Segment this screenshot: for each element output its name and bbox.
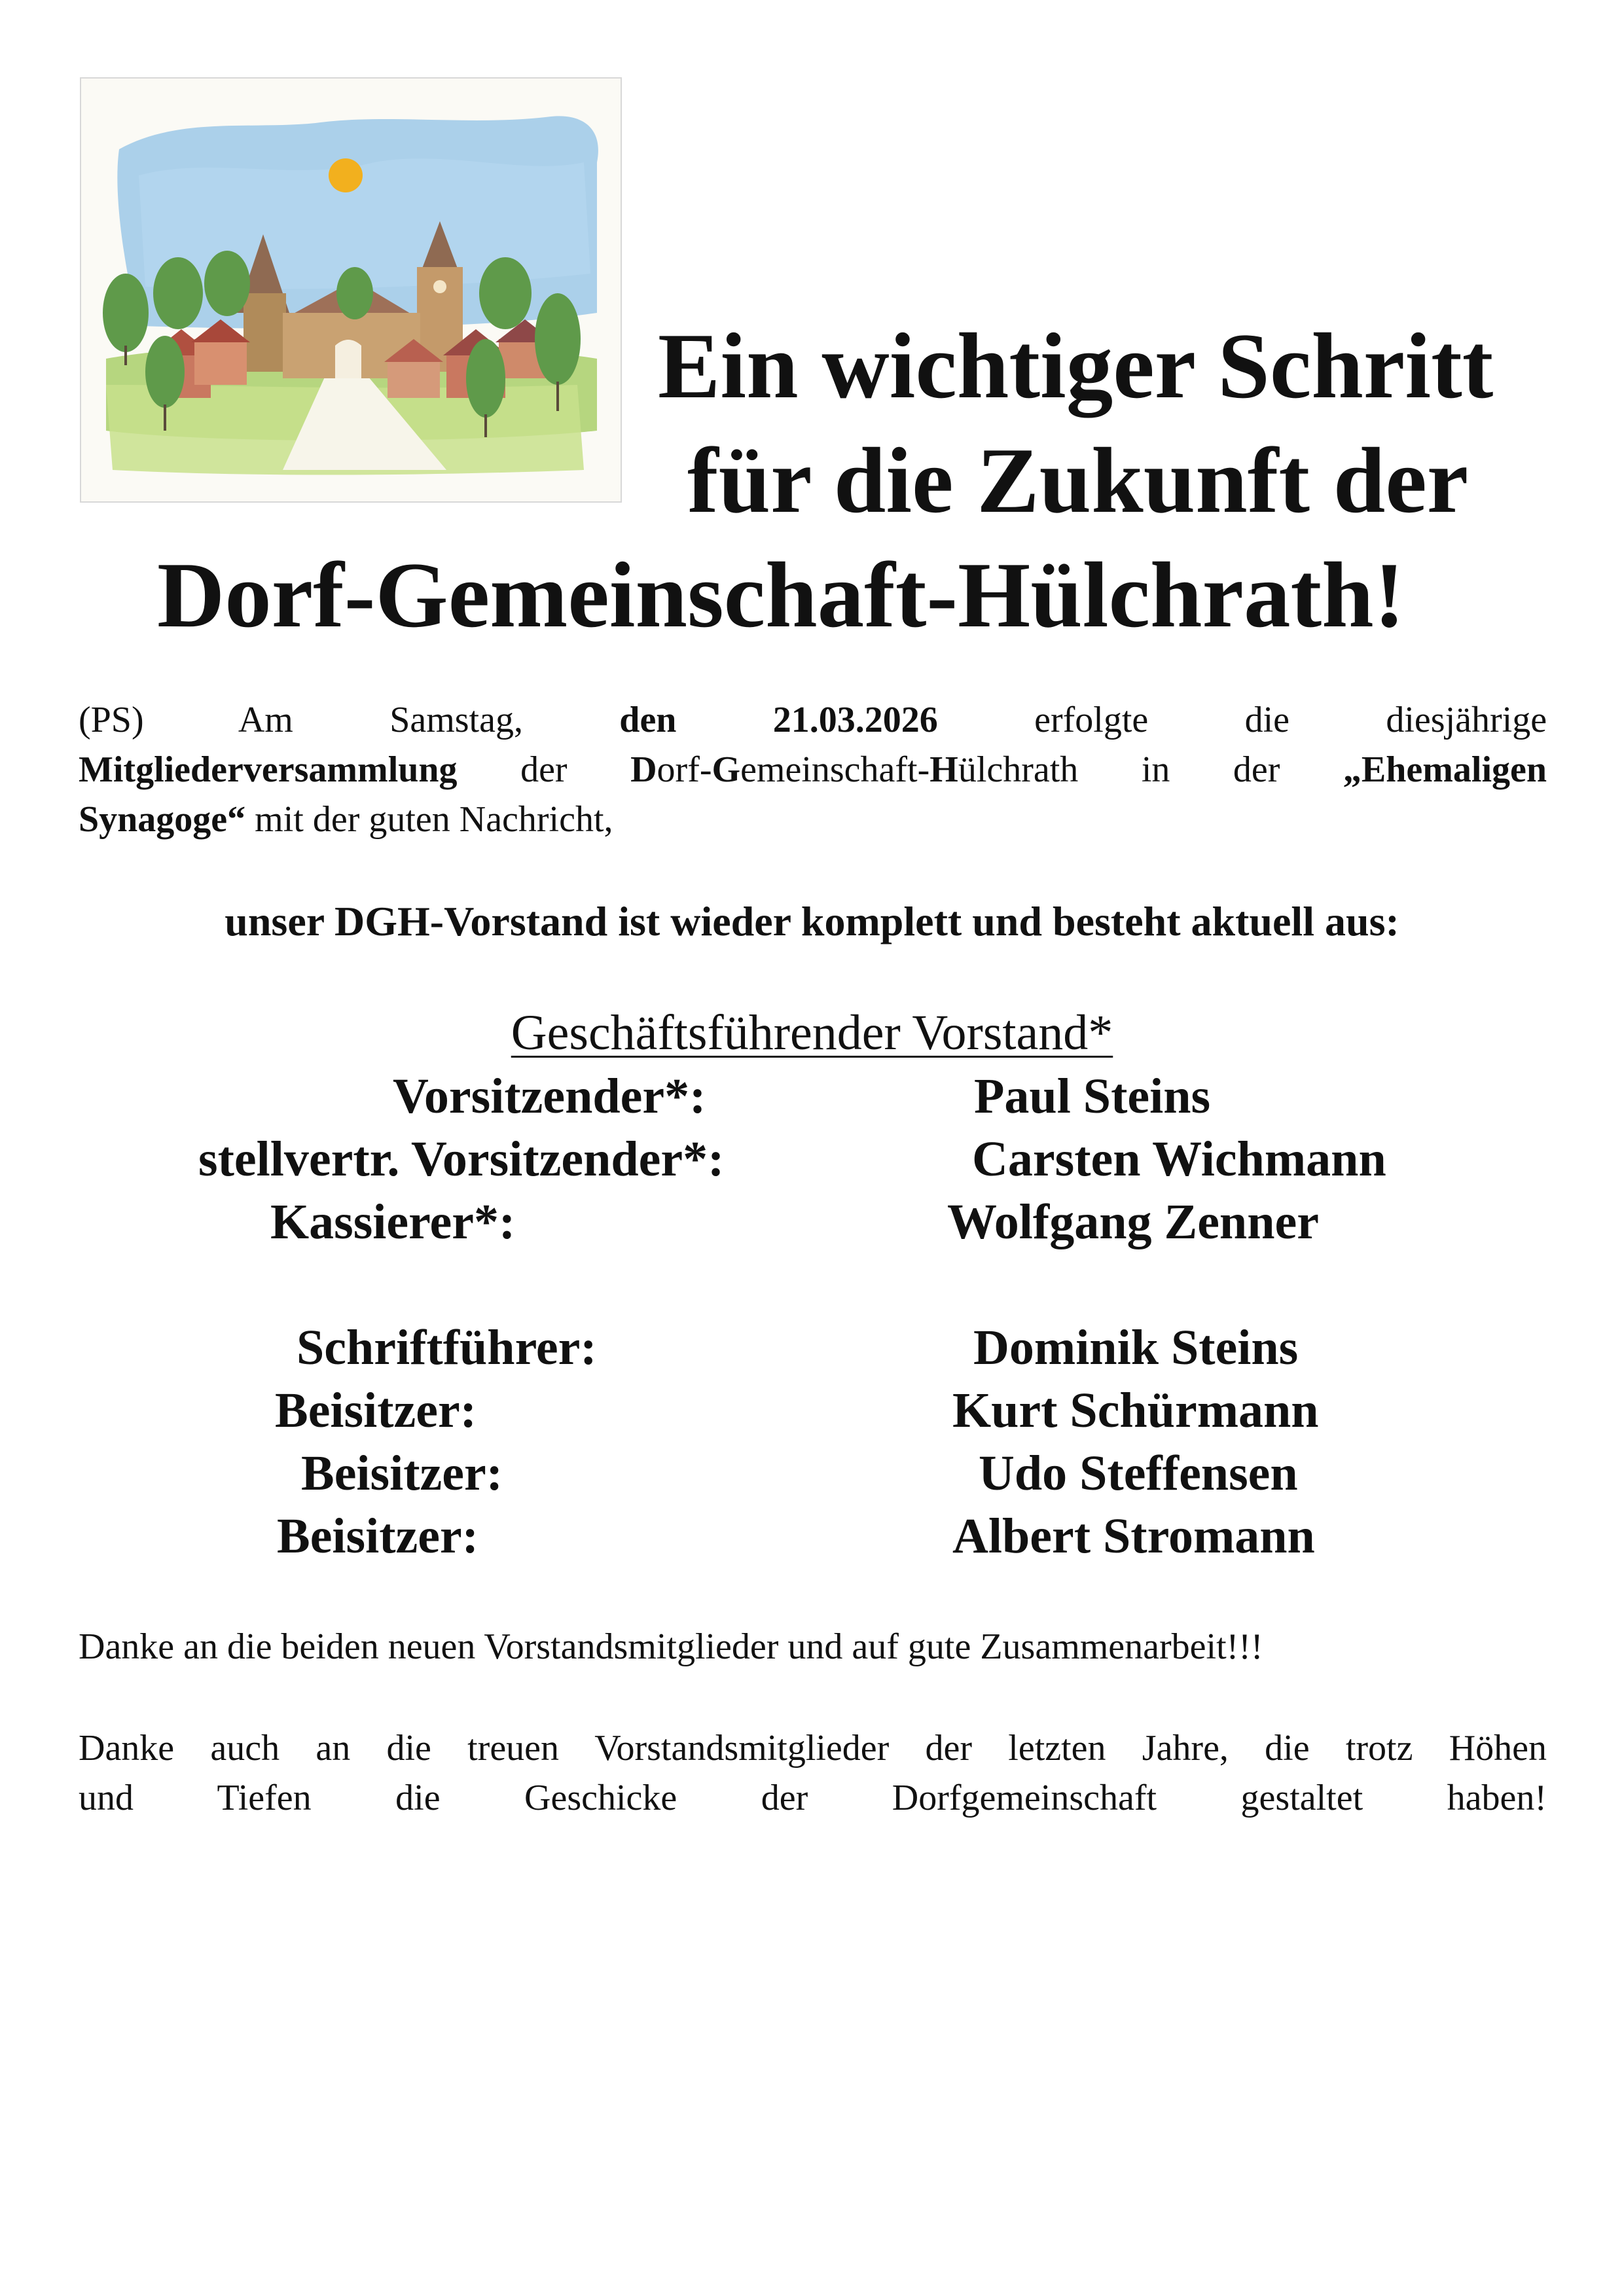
intro-word: die bbox=[1244, 700, 1290, 740]
intro-prefix: (PS) bbox=[79, 700, 144, 740]
member-role: Beisitzer: bbox=[301, 1446, 503, 1501]
member-name: Paul Steins bbox=[974, 1069, 1211, 1124]
member-name: Wolfgang Zenner bbox=[947, 1194, 1319, 1249]
intro-line-1 bbox=[79, 695, 1547, 745]
member-role: stellvertr. Vorsitzender*: bbox=[198, 1132, 725, 1187]
intro-association: Dorf-Gemeinschaft-Hülchrath bbox=[630, 749, 1079, 790]
member-name: Kurt Schürmann bbox=[952, 1383, 1319, 1438]
village-illustration bbox=[80, 77, 622, 503]
intro-venue: „Ehemaligen bbox=[1343, 749, 1547, 790]
intro-date-word: den bbox=[619, 700, 677, 740]
intro-word: Am bbox=[238, 700, 293, 740]
intro-word: Samstag, bbox=[389, 700, 523, 740]
member-name: Carsten Wichmann bbox=[972, 1132, 1386, 1187]
intro-line-2 bbox=[79, 745, 1547, 795]
board-announcement: unser DGH-Vorstand ist wieder komplett und besteht aktuell aus: bbox=[225, 898, 1399, 944]
thanks-former-members-line-2: und Tiefen die Geschicke der Dorfgemeinschaft gestaltet haben! bbox=[79, 1778, 1547, 1818]
intro-rest: mit der guten Nachricht, bbox=[255, 799, 613, 840]
member-role: Kassierer*: bbox=[270, 1194, 516, 1249]
intro-date: 21.03.2026 bbox=[772, 700, 938, 740]
board-title-text: Geschäftsführender Vorstand* bbox=[511, 1005, 1113, 1060]
intro-word: erfolgte bbox=[1034, 700, 1149, 740]
member-role: Beisitzer: bbox=[275, 1383, 477, 1438]
intro-word: in der bbox=[1141, 749, 1280, 790]
thanks-new-members: Danke an die beiden neuen Vorstandsmitglieder und auf gute Zusammenarbeit!!! bbox=[79, 1626, 1263, 1667]
headline-line-1: Ein wichtiger Schritt bbox=[658, 314, 1494, 418]
member-name: Dominik Steins bbox=[973, 1320, 1299, 1375]
thanks-former-members-line-1: Danke auch an die treuen Vorstandsmitglieder der letzten Jahre, die trotz Höhen bbox=[79, 1728, 1547, 1768]
member-name: Albert Stromann bbox=[952, 1509, 1315, 1564]
member-role: Schriftführer: bbox=[297, 1320, 597, 1375]
board-title bbox=[0, 1005, 1624, 1060]
intro-meeting: Mitgliederversammlung bbox=[79, 749, 458, 790]
sun-icon bbox=[329, 158, 363, 192]
intro-venue-2: Synagoge“ bbox=[79, 799, 246, 840]
headline-line-3: Dorf-Gemeinschaft-Hülchrath! bbox=[157, 543, 1405, 647]
intro-word: der bbox=[520, 749, 568, 790]
member-role: Beisitzer: bbox=[277, 1509, 479, 1564]
intro-line-3 bbox=[79, 795, 1547, 844]
headline-line-2: für die Zukunft der bbox=[687, 429, 1469, 532]
member-name: Udo Steffensen bbox=[979, 1446, 1298, 1501]
intro-word: diesjährige bbox=[1386, 700, 1547, 740]
member-role: Vorsitzender*: bbox=[393, 1069, 706, 1124]
